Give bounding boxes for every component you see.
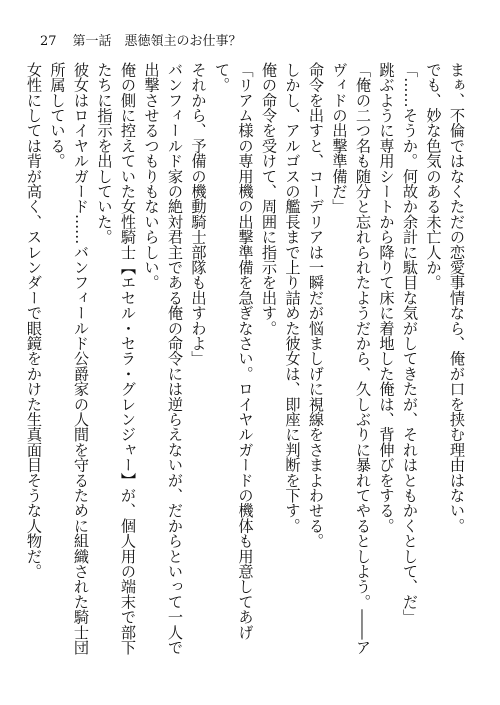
vertical-body-text: [25, 62, 468, 662]
text-line: 「俺の二つ名も随分と忘れられたようだから、久しぶりに暴れてやるとしよう。――ア: [354, 62, 372, 655]
chapter-title: 第一話 悪徳領主のお仕事？: [72, 34, 242, 49]
text-line: 俺の側に控えていた女性騎士【エセル・セラ・グレンジャー】が、個人用の端末で部下: [119, 62, 137, 655]
text-line: 女性にしては背が高く、スレンダーで眼鏡をかけた生真面目そうな人物だ。: [25, 62, 43, 579]
page-number: 27: [40, 34, 57, 49]
text-line: でも、妙な色気のある未亡人か。: [424, 62, 443, 290]
text-line: 命令を出すと、コーデリアは一瞬だが悩ましげに視線をさまよわせる。: [307, 62, 325, 549]
text-line: たちに指示を出していた。: [95, 62, 114, 245]
text-line: バンフィールド家の絶対君主である俺の命令には逆らえないが、だからといって一人で: [166, 62, 184, 655]
text-line: それから、予備の機動騎士部隊も出すわよ」: [189, 62, 208, 366]
text-line: 「リアム様の専用機の出撃準備を急ぎなさい。ロイヤルガードの機体も用意してあげて。: [213, 62, 255, 640]
text-line: 「……そうか。何故か余計に駄目な気がしてきたが、それはともかくとして、だ」: [401, 62, 419, 625]
text-line: 俺の命令を受けて、周囲に指示を出す。: [260, 62, 278, 336]
text-line: 出撃させるつもりもないらしい。: [142, 62, 161, 290]
text-line: 彼女はロイヤルガード……バンフィールド公爵家の人間を守るために組織された騎士団: [72, 62, 90, 655]
text-line: 所属している。: [48, 62, 67, 169]
text-line: ヴィドの出撃準備だ」: [330, 62, 349, 214]
text-line: まぁ、不倫ではなくただの恋愛事情なら、俺が口を挟む理由はない。: [448, 62, 466, 534]
text-line: 跳ぶように専用シートから降りて床に着地した俺は、背伸びをする。: [377, 62, 396, 534]
running-header: [40, 34, 242, 50]
text-line: しかし、アルゴスの艦長まで上り詰めた彼女は、即座に判断を下す。: [283, 62, 302, 534]
